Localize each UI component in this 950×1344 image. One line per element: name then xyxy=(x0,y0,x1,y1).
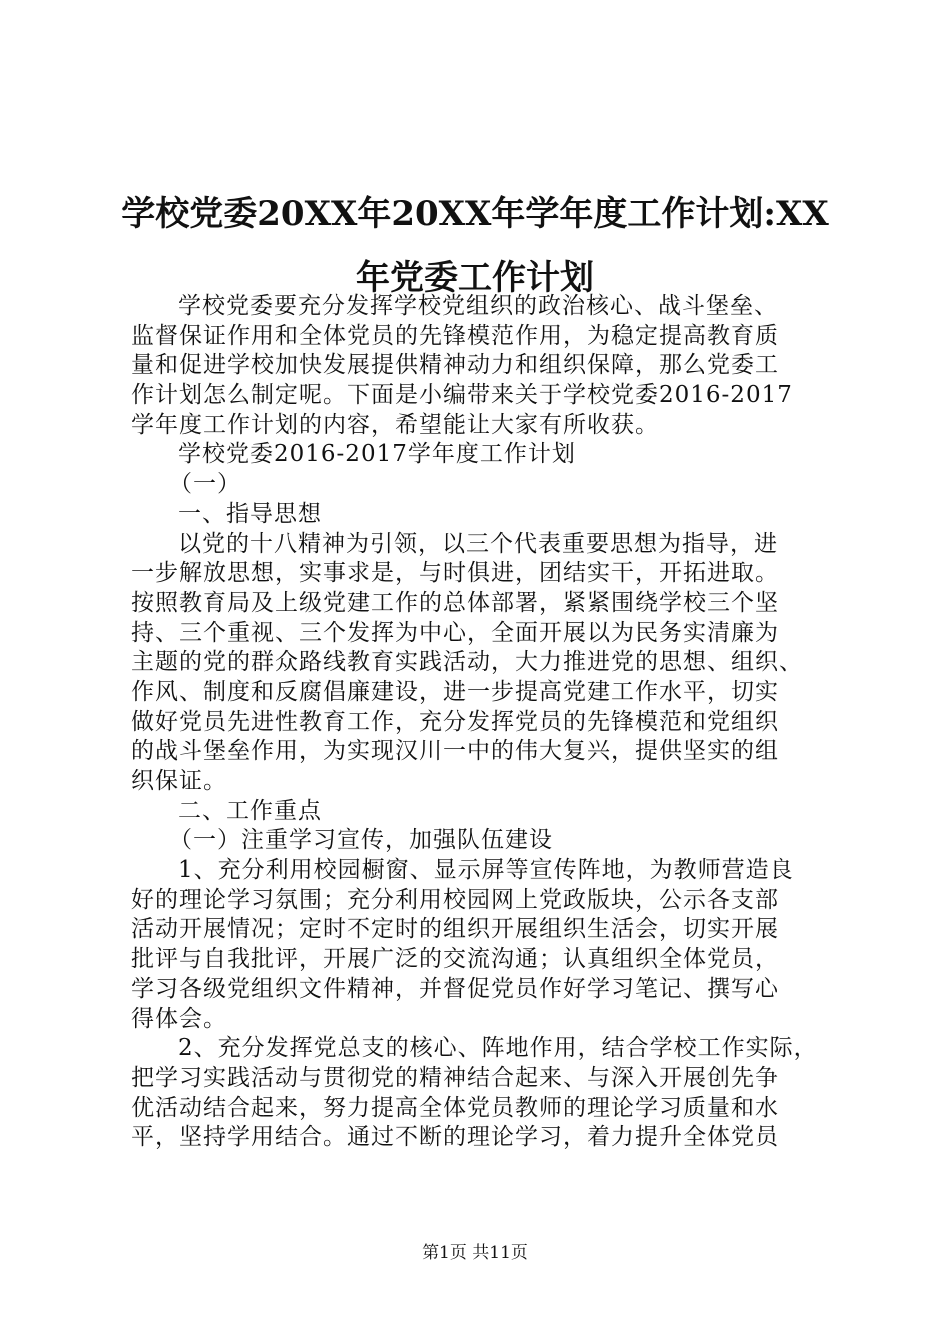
text-line: 一、指导思想 xyxy=(178,500,322,527)
text-line: 的战斗堡垒作用，为实现汉川一中的伟大复兴，提供坚实的组 xyxy=(131,738,779,765)
page-footer: 第1页 共11页 xyxy=(422,1243,528,1263)
title-line-2: 年党委工作计划 xyxy=(356,258,594,298)
text-line: 学校党委2016-2017学年度工作计划 xyxy=(178,441,576,468)
text-line: 做好党员先进性教育工作，充分发挥党员的先锋模范和党组织 xyxy=(131,708,779,735)
text-line: 把学习实践活动与贯彻党的精神结合起来、与深入开展创先争 xyxy=(131,1064,779,1091)
text-line: 好的理论学习氛围；充分利用校园网上党政版块，公示各支部 xyxy=(131,886,779,913)
text-line: 作风、制度和反腐倡廉建设，进一步提高党建工作水平，切实 xyxy=(131,678,779,705)
text-line: 以党的十八精神为引领，以三个代表重要思想为指导，进 xyxy=(178,530,778,557)
text-line: 2、充分发挥党总支的核心、阵地作用，结合学校工作实际， xyxy=(178,1035,818,1062)
text-line: （一）注重学习宣传，加强队伍建设 xyxy=(169,827,553,854)
text-line: 学年度工作计划的内容，希望能让大家有所收获。 xyxy=(131,411,659,438)
text-line: 量和促进学校加快发展提供精神动力和组织保障，那么党委工 xyxy=(131,352,779,379)
text-line: 织保证。 xyxy=(131,768,227,794)
text-line: 主题的党的群众路线教育实践活动，大力推进党的思想、组织、 xyxy=(131,649,803,676)
text-line: 持、三个重视、三个发挥为中心，全面开展以为民务实清廉为 xyxy=(131,619,779,646)
text-line: 批评与自我批评，开展广泛的交流沟通；认真组织全体党员， xyxy=(131,946,779,973)
text-line: （一） xyxy=(169,471,241,498)
title-line-1: 学校党委20XX年20XX年学年度工作计划:XX xyxy=(121,194,829,234)
text-line: 得体会。 xyxy=(131,1005,227,1032)
text-line: 监督保证作用和全体党员的先锋模范作用，为稳定提高教育质 xyxy=(131,322,779,349)
text-line: 平，坚持学用结合。通过不断的理论学习，着力提升全体党员 xyxy=(131,1124,779,1151)
text-line: 1、充分利用校园橱窗、显示屏等宣传阵地，为教师营造良 xyxy=(178,857,794,884)
text-line: 二、工作重点 xyxy=(178,797,322,824)
text-line: 学习各级党组织文件精神，并督促党员作好学习笔记、撰写心 xyxy=(131,975,779,1002)
text-line: 按照教育局及上级党建工作的总体部署，紧紧围绕学校三个坚 xyxy=(131,589,779,616)
text-line: 活动开展情况；定时不定时的组织开展组织生活会，切实开展 xyxy=(131,916,779,943)
text-line: 优活动结合起来，努力提高全体党员教师的理论学习质量和水 xyxy=(131,1094,779,1121)
text-line: 作计划怎么制定呢。下面是小编带来关于学校党委2016-2017 xyxy=(131,382,793,409)
document-title xyxy=(100,182,850,310)
document-body xyxy=(131,292,843,1153)
text-line: 一步解放思想，实事求是，与时俱进，团结实干，开拓进取。 xyxy=(131,560,779,587)
text-line: 学校党委要充分发挥学校党组织的政治核心、战斗堡垒、 xyxy=(178,293,778,319)
